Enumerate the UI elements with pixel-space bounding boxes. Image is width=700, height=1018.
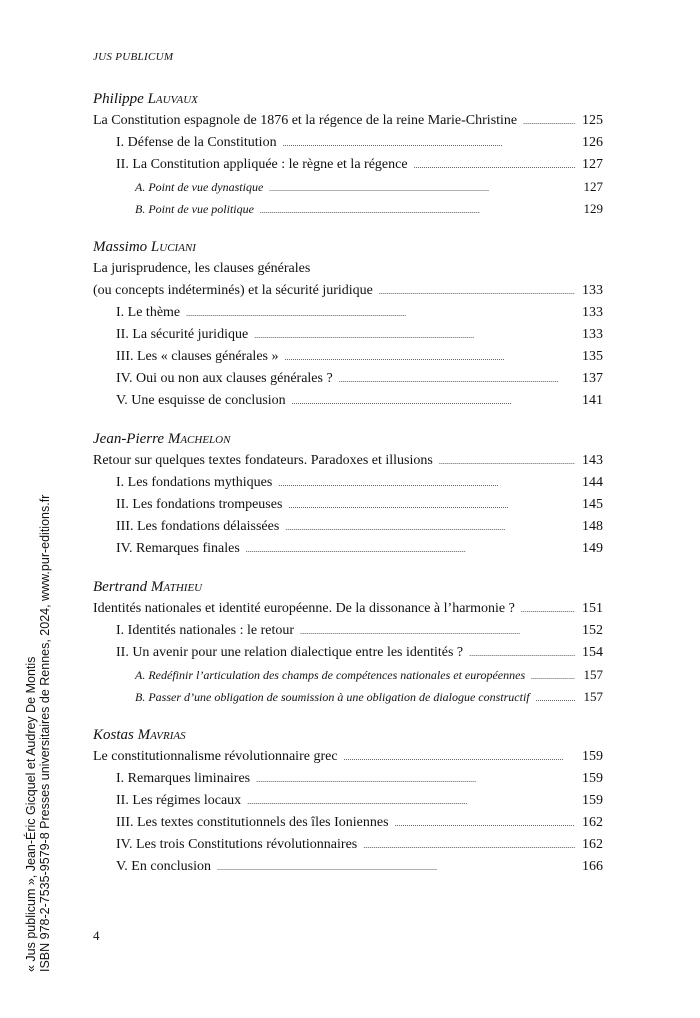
- dot-leader: [278, 472, 575, 495]
- entry-page-number: 154: [582, 645, 603, 660]
- author-first-name: Massimo: [93, 239, 148, 255]
- copyright-side-note: [24, 495, 52, 972]
- entry-page-number: 135: [582, 349, 603, 364]
- dot-leader: [523, 110, 575, 133]
- table-of-contents: [93, 88, 603, 894]
- running-head: JUS PUBLICUM: [93, 51, 174, 63]
- page-number: 4: [93, 928, 100, 943]
- entry-title: II. La sécurité juridique: [116, 327, 249, 342]
- section-entry[interactable]: [93, 472, 603, 494]
- section-entry[interactable]: [93, 390, 603, 412]
- subsection-entry[interactable]: [93, 198, 603, 220]
- subsection-entry[interactable]: [93, 686, 603, 708]
- dot-leader: [395, 812, 575, 835]
- dot-leader: [186, 302, 575, 325]
- entry-title: I. Le thème: [116, 305, 181, 320]
- dot-leader: [285, 516, 575, 539]
- entry-page-number: 162: [582, 837, 603, 852]
- author-first-name: Philippe: [93, 91, 144, 107]
- entry-title: V. En conclusion: [116, 859, 212, 874]
- dot-leader: [531, 664, 575, 688]
- section-entry[interactable]: [93, 790, 603, 812]
- side-note-line-2: ISBN 978-2-7535-9579-8 Presses universitaires de Rennes, 2024, www.pur-editions.fr: [38, 494, 52, 972]
- entry-page-number: 157: [583, 667, 603, 682]
- dot-leader: [283, 132, 575, 155]
- entry-title: (ou concepts indéterminés) et la sécurité juridique: [93, 283, 373, 298]
- dot-leader: [288, 494, 575, 517]
- author-name: [93, 428, 603, 450]
- entry-page-number: 127: [583, 179, 603, 194]
- section-entry[interactable]: [93, 812, 603, 834]
- dot-leader: [254, 324, 575, 347]
- toc-section: [93, 236, 603, 412]
- entry-title: A. Point de vue dynastique: [135, 180, 264, 194]
- entry-page-number: 159: [582, 771, 603, 786]
- entry-title: III. Les fondations délaissées: [116, 519, 280, 534]
- section-entry[interactable]: [93, 302, 603, 324]
- entry-page-number: 137: [582, 371, 603, 386]
- entry-title: II. Un avenir pour une relation dialectique entre les identités ?: [116, 645, 464, 660]
- dot-leader: [217, 856, 575, 879]
- toc-section: [93, 724, 603, 878]
- entry-page-number: 143: [582, 453, 603, 468]
- entry-page-number: 159: [582, 749, 603, 764]
- entry-page-number: 133: [582, 305, 603, 320]
- author-name: [93, 724, 603, 746]
- entry-title: A. Redéfinir l’articulation des champs de compétences nationales et européennes: [135, 668, 526, 682]
- dot-leader: [469, 642, 575, 665]
- entry-page-number: 127: [582, 157, 603, 172]
- entry-page-number: 159: [582, 793, 603, 808]
- entry-title: I. Les fondations mythiques: [116, 475, 273, 490]
- entry-page-number: 157: [583, 689, 603, 704]
- section-entry[interactable]: [93, 494, 603, 516]
- entry-page-number: 166: [582, 859, 603, 874]
- entry-page-number: 141: [582, 393, 603, 408]
- entry-title: II. La Constitution appliquée : le règne et la régence: [116, 157, 408, 172]
- entry-title: IV. Oui ou non aux clauses générales ?: [116, 371, 333, 386]
- dot-leader: [247, 790, 575, 813]
- dot-leader: [339, 368, 575, 391]
- dot-leader: [300, 620, 575, 643]
- chapter-entry[interactable]: [93, 450, 603, 472]
- author-first-name: Jean-Pierre: [93, 431, 165, 447]
- entry-page-number: 152: [582, 623, 603, 638]
- author-last-name: Machelon: [167, 431, 231, 447]
- author-first-name: Bertrand: [93, 579, 148, 595]
- dot-leader: [414, 154, 575, 177]
- entry-title: IV. Les trois Constitutions révolutionnaires: [116, 837, 358, 852]
- entry-title: La Constitution espagnole de 1876 et la régence de la reine Marie-Christine: [93, 113, 518, 128]
- entry-page-number: 145: [582, 497, 603, 512]
- entry-title: I. Identités nationales : le retour: [116, 623, 295, 638]
- entry-page-number: 125: [582, 113, 603, 128]
- toc-section: [93, 576, 603, 708]
- section-entry[interactable]: [93, 856, 603, 878]
- author-name: [93, 236, 603, 258]
- entry-title: III. Les textes constitutionnels des îles Ioniennes: [116, 815, 389, 830]
- toc-section: [93, 428, 603, 560]
- chapter-entry[interactable]: [93, 598, 603, 620]
- section-entry[interactable]: [93, 834, 603, 856]
- dot-leader: [292, 390, 575, 413]
- section-entry[interactable]: [93, 642, 603, 664]
- entry-title: V. Une esquisse de conclusion: [116, 393, 286, 408]
- dot-leader: [439, 450, 575, 473]
- entry-title: III. Les « clauses générales »: [116, 349, 279, 364]
- author-first-name: Kostas: [93, 727, 134, 743]
- dot-leader: [536, 686, 575, 710]
- section-entry[interactable]: [93, 620, 603, 642]
- section-entry[interactable]: [93, 368, 603, 390]
- author-last-name: Luciani: [150, 239, 196, 255]
- entry-page-number: 144: [582, 475, 603, 490]
- toc-section: [93, 88, 603, 220]
- entry-page-number: 133: [582, 283, 603, 298]
- entry-page-number: 129: [583, 201, 603, 216]
- section-entry[interactable]: [93, 154, 603, 176]
- dot-leader: [521, 598, 575, 621]
- entry-page-number: 149: [582, 541, 603, 556]
- author-last-name: Mathieu: [150, 579, 203, 595]
- chapter-entry[interactable]: [93, 110, 603, 132]
- entry-page-number: 151: [582, 601, 603, 616]
- chapter-title-line: La jurisprudence, les clauses générales: [93, 261, 311, 276]
- entry-title: II. Les fondations trompeuses: [116, 497, 283, 512]
- entry-title: Retour sur quelques textes fondateurs. Paradoxes et illusions: [93, 453, 433, 468]
- section-entry[interactable]: [93, 538, 603, 560]
- author-last-name: Lauvaux: [147, 91, 198, 107]
- entry-page-number: 162: [582, 815, 603, 830]
- entry-title: I. Défense de la Constitution: [116, 135, 277, 150]
- author-name: [93, 88, 603, 110]
- entry-title: B. Point de vue politique: [135, 202, 254, 216]
- dot-leader: [344, 746, 575, 769]
- chapter-entry[interactable]: [93, 280, 603, 302]
- section-entry[interactable]: [93, 768, 603, 790]
- entry-title: Identités nationales et identité européenne. De la dissonance à l’harmonie ?: [93, 601, 515, 616]
- dot-leader: [363, 834, 575, 857]
- author-last-name: Mavrias: [137, 727, 186, 743]
- chapter-entry[interactable]: [93, 746, 603, 768]
- side-note-line-1: « Jus publicum », Jean-Éric Gicquel et Audrey De Montis: [24, 656, 38, 972]
- subsection-entry[interactable]: [93, 176, 603, 198]
- dot-leader: [246, 538, 575, 561]
- entry-page-number: 133: [582, 327, 603, 342]
- entry-title: II. Les régimes locaux: [116, 793, 242, 808]
- entry-title: I. Remarques liminaires: [116, 771, 251, 786]
- section-entry[interactable]: [93, 132, 603, 154]
- entry-title: Le constitutionnalisme révolutionnaire grec: [93, 749, 338, 764]
- section-entry[interactable]: [93, 324, 603, 346]
- dot-leader: [256, 768, 575, 791]
- entry-title: B. Passer d’une obligation de soumission à une obligation de dialogue constructif: [135, 690, 530, 704]
- dot-leader: [269, 176, 575, 200]
- author-name: [93, 576, 603, 598]
- entry-page-number: 126: [582, 135, 603, 150]
- subsection-entry[interactable]: [93, 664, 603, 686]
- dot-leader: [260, 198, 575, 222]
- section-entry[interactable]: [93, 346, 603, 368]
- entry-page-number: 148: [582, 519, 603, 534]
- dot-leader: [379, 280, 575, 303]
- section-entry[interactable]: [93, 516, 603, 538]
- dot-leader: [284, 346, 575, 369]
- entry-title: IV. Remarques finales: [116, 541, 240, 556]
